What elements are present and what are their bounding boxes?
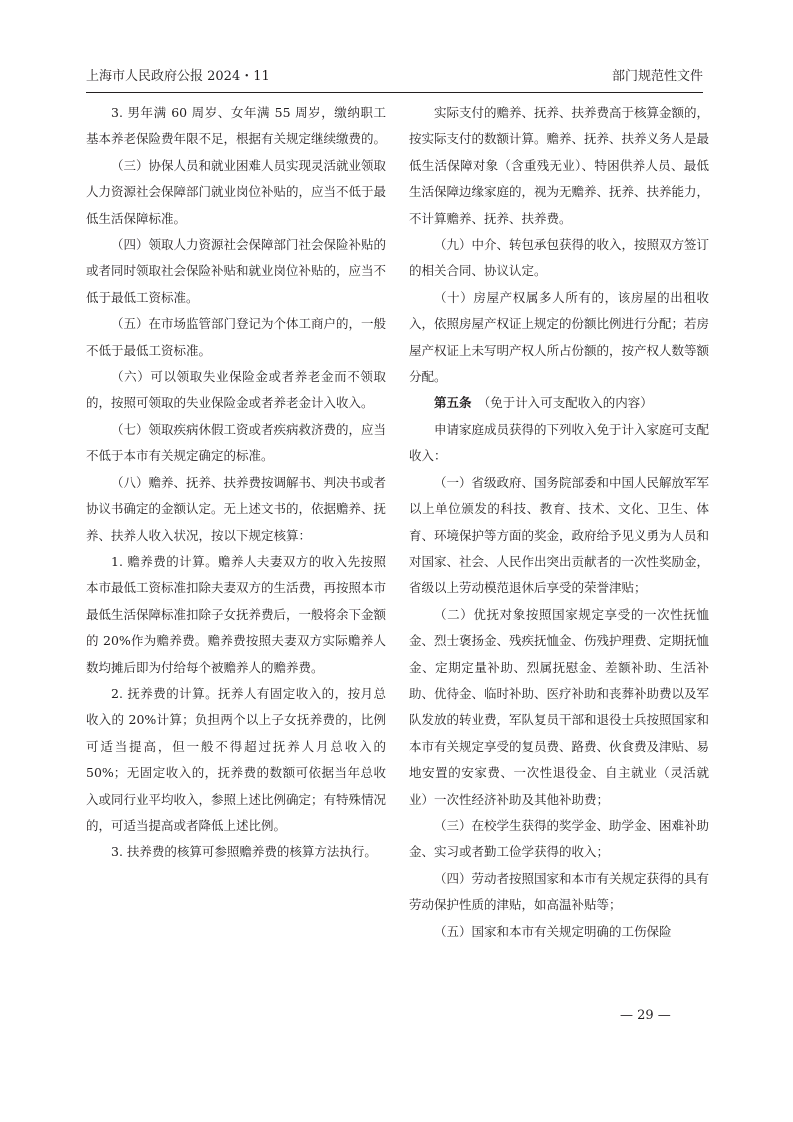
- paragraph: 实际支付的赡养、抚养、扶养费高于核算金额的，按实际支付的数额计算。赡养、抚养、扶养义务人是最低生活保障对象（含重残无业）、特困供养人员、最低生活保障边缘家庭的，视为无赡养、抚养、扶养能力，不计算赡养、抚养、扶养费。: [409, 105, 710, 226]
- paragraph: 1. 赡养费的计算。赡养人夫妻双方的收入先按照本市最低工资标准扣除夫妻双方的生活费，再按照本市最低生活保障标准扣除子女抚养费后，一般将余下金额的 20%作为赡养费。赡养费按照夫妻双方实际赡养人数均摊后即为付给每个被赡养人的赡养费。: [86, 553, 387, 675]
- paragraph: 申请家庭成员获得的下列收入免于计入家庭可支配收入：: [409, 421, 710, 464]
- paragraph: 3. 男年满 60 周岁、女年满 55 周岁，缴纳职工基本养老保险费年限不足，根据有关规定继续缴费的。: [86, 105, 387, 147]
- section-title: 部门规范性文件: [611, 69, 703, 84]
- paragraph: （四）劳动者按照国家和本市有关规定获得的具有劳动保护性质的津贴，如高温补贴等；: [409, 870, 710, 913]
- article-heading: [409, 390, 709, 416]
- article-label: 第五条: [434, 395, 472, 411]
- header-rule: [86, 92, 703, 93]
- right-column: [409, 100, 709, 945]
- paragraph: （五）国家和本市有关规定明确的工伤保险: [434, 923, 672, 939]
- paragraph: （五）在市场监管部门登记为个体工商户的，一般不低于最低工资标准。: [86, 316, 387, 358]
- left-column: [86, 100, 386, 866]
- paragraph: （八）赡养、抚养、扶养费按调解书、判决书或者协议书确定的金额认定。无上述文书的，依据赡养、抚养、扶养人收入状况，按以下规定核算：: [86, 474, 387, 543]
- paragraph: 2. 抚养费的计算。抚养人有固定收入的，按月总收入的 20%计算；负担两个以上子女抚养费的，比例可适当提高，但一般不得超过抚养人月总收入的 50%；无固定收入的，抚养费的数额可依据当年总收入或同行业平均收入，参照上述比例确定；有特殊情况的，可适当提高或者降低上述比例。: [86, 685, 387, 833]
- journal-title: 上海市人民政府公报 2024・11: [86, 69, 270, 84]
- paragraph: 3. 扶养费的核算可参照赡养费的核算方法执行。: [111, 844, 377, 860]
- paragraph: （一）省级政府、国务院部委和中国人民解放军军以上单位颁发的科技、教育、技术、文化、卫生、体育、环境保护等方面的奖金，政府给予见义勇为人员和对国家、社会、人民作出突出贡献者的一次性奖励金，省级以上劳动模范退休后享受的荣誉津贴；: [409, 474, 710, 596]
- page-header: [86, 66, 703, 88]
- paragraph: （三）在校学生获得的奖学金、助学金、困难补助金、实习或者勤工俭学获得的收入；: [409, 817, 710, 860]
- paragraph: （三）协保人员和就业困难人员实现灵活就业领取人力资源社会保障部门就业岗位补贴的，应当不低于最低生活保障标准。: [86, 157, 387, 226]
- page-number: — 29 —: [620, 1008, 671, 1023]
- paragraph: （六）可以领取失业保险金或者养老金而不领取的，按照可领取的失业保险金或者养老金计入收入。: [86, 369, 386, 411]
- paragraph: （四）领取人力资源社会保障部门社会保险补贴的或者同时领取社会保险补贴和就业岗位补贴的，应当不低于最低工资标准。: [86, 237, 387, 305]
- paragraph: （九）中介、转包承包获得的收入，按照双方签订的相关合同、协议认定。: [409, 237, 710, 279]
- article-title: （免于计入可支配收入的内容）: [484, 395, 653, 411]
- paragraph: （二）优抚对象按照国家规定享受的一次性抚恤金、烈士褒扬金、残疾抚恤金、伤残护理费、定期抚恤金、定期定量补助、烈属抚慰金、差额补助、生活补助、优待金、临时补助、医疗补助和丧葬补助费以及军队发放的转业费，军队复员干部和退役士兵按照国家和本市有关规定享受的复员费、路费、伙食费及津贴、易地安置的安家费、一次性退役金、自主就业（灵活就业）一次性经济补助及其他补助费；: [409, 606, 710, 807]
- paragraph: （十）房屋产权属多人所有的，该房屋的出租收入，依照房屋产权证上规定的份额比例进行分配；若房屋产权证上未写明产权人所占份额的，按产权人数等额分配。: [409, 289, 710, 385]
- paragraph: （七）领取疾病休假工资或者疾病救济费的，应当不低于本市有关规定确定的标准。: [86, 421, 387, 464]
